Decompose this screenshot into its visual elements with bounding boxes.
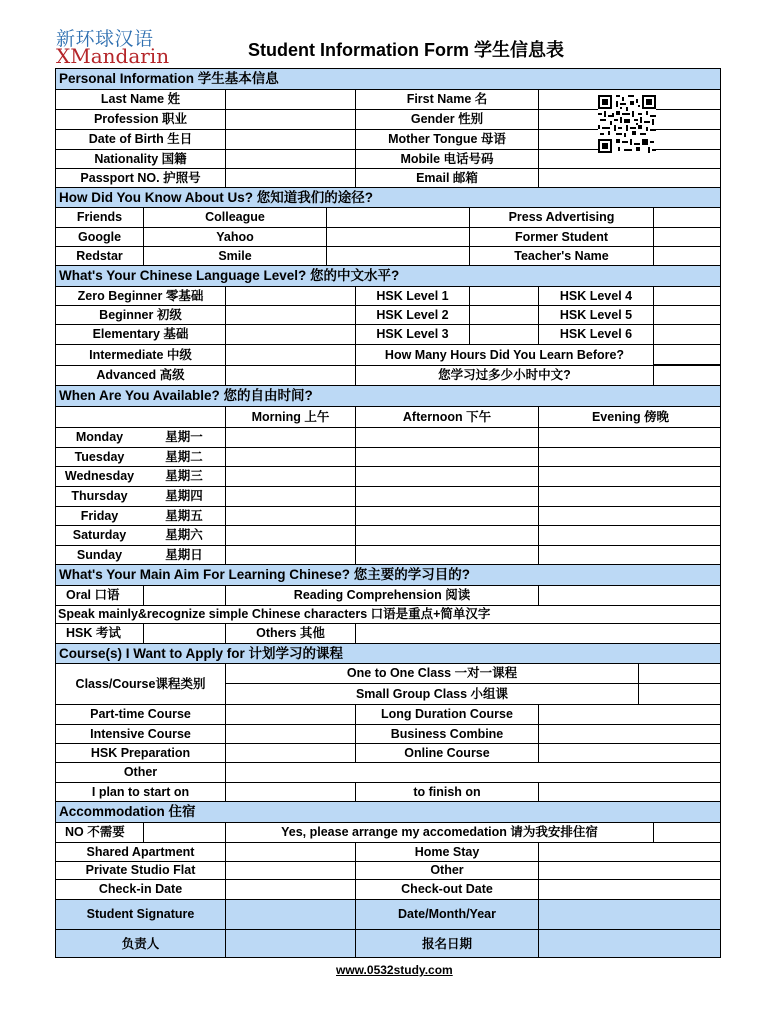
label-small-group-class: Small Group Class 小组课 (225, 684, 638, 705)
label-reading-comprehension: Reading Comprehension 阅读 (225, 586, 538, 605)
label-smile: Smile (143, 247, 326, 265)
slot-evening[interactable] (538, 507, 721, 525)
label-gender: Gender 性别 (355, 110, 538, 129)
slot-morning[interactable] (225, 546, 355, 564)
input-responsible-person[interactable] (225, 930, 355, 958)
input-business-combine[interactable] (538, 725, 721, 743)
input-hsk-level-6[interactable] (653, 325, 721, 344)
section-how-did-you-know (56, 188, 721, 208)
form-row (56, 325, 721, 345)
label-online-course: Online Course (355, 744, 538, 762)
availability-corner (56, 407, 225, 427)
day-name: Saturday (72, 528, 127, 543)
label-passport: Passport NO. 护照号 (80, 170, 201, 185)
availability-day-row (56, 448, 721, 467)
label-date-month-year: Date/Month/Year (355, 900, 538, 929)
day-name: Wednesday (64, 469, 135, 484)
form-row (56, 823, 721, 843)
label-evening: Evening 傍晚 (538, 407, 721, 427)
slot-evening[interactable] (538, 546, 721, 564)
input-email[interactable] (538, 169, 721, 187)
section-title: Accommodation 住宿 (59, 804, 196, 820)
input-other-course[interactable] (225, 763, 721, 782)
label-elementary: Elementary 基础 (92, 327, 189, 342)
slot-afternoon[interactable] (355, 487, 538, 506)
input-start-date[interactable] (225, 783, 355, 801)
section-title: What's Your Chinese Language Level? 您的中文水平? (59, 268, 400, 284)
input-finish-date[interactable] (538, 783, 721, 801)
label-first-name: First Name 名 (355, 90, 538, 109)
slot-morning[interactable] (225, 507, 355, 525)
section-title: Personal Information 学生基本信息 (59, 71, 279, 87)
day-name-chinese: 星期四 (165, 489, 203, 504)
label-one-to-one-class: One to One Class 一对一课程 (225, 664, 638, 684)
label-former-student: Former Student (469, 228, 653, 246)
label-hsk-level-2: HSK Level 2 (355, 306, 469, 324)
input-one-to-one-class[interactable] (638, 664, 721, 684)
website-link[interactable]: www.0532study.com (336, 963, 453, 977)
day-name: Tuesday (74, 449, 125, 464)
input-student-signature[interactable] (225, 900, 355, 929)
day-name: Monday (75, 430, 124, 445)
form-row (56, 169, 721, 188)
slot-evening[interactable] (538, 487, 721, 506)
input-hours-learned-top[interactable] (653, 345, 721, 365)
signature-row (56, 900, 721, 930)
input-oral[interactable] (143, 586, 225, 605)
form-row (56, 725, 721, 744)
input-intermediate[interactable] (225, 345, 355, 365)
label-check-in-date: Check-in Date (98, 882, 183, 897)
logo-english-text: XMandarin (56, 44, 170, 68)
logo-chinese-text: 新环球汉语 (56, 28, 154, 50)
slot-evening[interactable] (538, 448, 721, 466)
label-last-name: Last Name 姓 (100, 92, 181, 107)
section-availability (56, 386, 721, 407)
input-colleague[interactable] (326, 208, 469, 227)
form-row (56, 763, 721, 783)
form-row (56, 664, 721, 705)
section-title: How Did You Know About Us? 您知道我们的途径? (59, 189, 373, 205)
slot-afternoon[interactable] (355, 526, 538, 545)
form-row (56, 228, 721, 247)
slot-evening[interactable] (538, 467, 721, 486)
label-student-signature: Student Signature (56, 900, 225, 929)
input-long-duration-course[interactable] (538, 705, 721, 724)
input-advanced[interactable] (225, 366, 355, 385)
label-hsk-level-5: HSK Level 5 (538, 306, 653, 324)
label-profession: Profession 职业 (93, 112, 188, 127)
label-private-studio-flat: Private Studio Flat (85, 863, 196, 878)
form-row (56, 744, 721, 763)
slot-evening[interactable] (538, 526, 721, 545)
form-row (56, 783, 721, 802)
form-row (56, 366, 721, 386)
input-check-out-date[interactable] (538, 880, 721, 899)
form-row (56, 880, 721, 900)
label-other-course: Other (123, 765, 158, 780)
label-speak-and-recognize: Speak mainly&recognize simple Chinese characters 口语是重点+简单汉字 (58, 607, 491, 622)
label-hsk-preparation: HSK Preparation (90, 745, 191, 760)
label-part-time-course: Part-time Course (90, 707, 191, 722)
label-redstar: Redstar (76, 248, 123, 263)
input-accommodation-yes[interactable] (653, 823, 721, 842)
label-colleague: Colleague (143, 208, 326, 227)
section-title: When Are You Available? 您的自由时间? (59, 388, 313, 404)
input-reading-comprehension[interactable] (538, 586, 721, 605)
input-hsk-level-4[interactable] (653, 287, 721, 305)
form-row (56, 624, 721, 644)
label-email: Email 邮箱 (355, 169, 538, 187)
day-name-chinese: 星期二 (165, 449, 203, 464)
input-other-accommodation[interactable] (538, 862, 721, 879)
form-title: Student Information Form 学生信息表 (248, 40, 564, 60)
form-row (56, 208, 721, 228)
label-start-date: I plan to start on (91, 784, 190, 799)
label-press-advertising: Press Advertising (469, 208, 653, 227)
label-intensive-course: Intensive Course (90, 726, 191, 741)
label-finish-date: to finish on (355, 783, 538, 801)
input-date-month-year[interactable] (538, 900, 721, 929)
label-morning: Morning 上午 (225, 407, 355, 427)
label-hsk-level-1: HSK Level 1 (355, 287, 469, 305)
input-hsk-level-3[interactable] (469, 325, 538, 344)
label-shared-apartment: Shared Apartment (86, 844, 195, 859)
label-accommodation-no: NO 不需要 (65, 825, 125, 840)
input-hsk-level-5[interactable] (653, 306, 721, 324)
slot-afternoon[interactable] (355, 467, 538, 486)
input-small-group-class[interactable] (638, 684, 721, 705)
slot-afternoon[interactable] (355, 546, 538, 564)
form-row (56, 705, 721, 725)
slot-afternoon[interactable] (355, 428, 538, 447)
availability-day-row (56, 507, 721, 526)
availability-day-row (56, 428, 721, 448)
label-mother-tongue: Mother Tongue 母语 (355, 130, 538, 149)
label-hsk-level-4: HSK Level 4 (538, 287, 653, 305)
label-teachers-name: Teacher's Name (469, 247, 653, 265)
section-title: What's Your Main Aim For Learning Chinese? 您主要的学习目的? (59, 567, 470, 583)
input-passport[interactable] (225, 169, 355, 187)
input-online-course[interactable] (538, 744, 721, 762)
slot-morning[interactable] (225, 428, 355, 447)
input-zero-beginner[interactable] (225, 287, 355, 305)
label-home-stay: Home Stay (355, 843, 538, 861)
label-hsk-level-3: HSK Level 3 (355, 325, 469, 344)
label-registration-date: 报名日期 (355, 930, 538, 958)
input-teachers-name[interactable] (653, 247, 721, 265)
day-name-chinese: 星期日 (165, 547, 203, 562)
slot-morning[interactable] (225, 487, 355, 506)
input-private-studio-flat[interactable] (225, 862, 355, 879)
section-chinese-level (56, 266, 721, 287)
input-date-of-birth[interactable] (225, 130, 355, 149)
day-name: Friday (80, 508, 119, 523)
input-home-stay[interactable] (538, 843, 721, 861)
label-friends: Friends (76, 210, 123, 225)
label-check-out-date: Check-out Date (355, 880, 538, 899)
input-profession[interactable] (225, 110, 355, 129)
section-title: Course(s) I Want to Apply for 计划学习的课程 (59, 645, 343, 661)
slot-morning[interactable] (225, 526, 355, 545)
qr-code-icon (598, 95, 656, 153)
label-yahoo: Yahoo (143, 228, 326, 246)
input-elementary[interactable] (225, 325, 355, 344)
input-yahoo[interactable] (326, 228, 469, 246)
input-hsk-exam[interactable] (143, 624, 225, 643)
input-hsk-level-2[interactable] (469, 306, 538, 324)
label-date-of-birth: Date of Birth 生日 (88, 132, 193, 147)
input-hsk-preparation[interactable] (225, 744, 355, 762)
input-last-name[interactable] (225, 90, 355, 109)
label-intermediate: Intermediate 中级 (89, 347, 192, 362)
input-part-time-course[interactable] (225, 705, 355, 724)
label-other-accommodation: Other (355, 862, 538, 879)
input-press-advertising[interactable] (653, 208, 721, 227)
label-hours-learned: How Many Hours Did You Learn Before? (355, 345, 653, 365)
label-mobile: Mobile 电话号码 (355, 150, 538, 168)
form-row (56, 306, 721, 325)
input-intensive-course[interactable] (225, 725, 355, 743)
day-name: Thursday (71, 489, 128, 504)
label-hsk-level-6: HSK Level 6 (538, 325, 653, 344)
label-business-combine: Business Combine (355, 725, 538, 743)
label-nationality: Nationality 国籍 (94, 151, 187, 166)
input-registration-date[interactable] (538, 930, 721, 958)
day-name-chinese: 星期五 (165, 508, 203, 523)
day-name: Sunday (76, 547, 123, 562)
input-others[interactable] (355, 624, 721, 643)
input-check-in-date[interactable] (225, 880, 355, 899)
label-hours-learned-chinese: 您学习过多少小时中文? (355, 366, 653, 385)
slot-morning[interactable] (225, 448, 355, 466)
label-zero-beginner: Zero Beginner 零基础 (77, 288, 204, 303)
input-hours-learned[interactable] (653, 366, 721, 385)
availability-day-row (56, 546, 721, 565)
form-row (56, 843, 721, 862)
section-personal-information (56, 69, 721, 90)
slot-morning[interactable] (225, 467, 355, 486)
form-row (56, 247, 721, 266)
slot-afternoon[interactable] (355, 507, 538, 525)
availability-day-row (56, 526, 721, 546)
input-beginner[interactable] (225, 306, 355, 324)
form-row (56, 606, 721, 624)
section-learning-aim (56, 565, 721, 586)
section-course-apply (56, 644, 721, 664)
label-class-course-type: Class/Course课程类别 (75, 676, 206, 691)
form-table (55, 68, 721, 958)
label-hsk-exam: HSK 考试 (66, 626, 121, 641)
slot-afternoon[interactable] (355, 448, 538, 466)
label-google: Google (77, 229, 122, 244)
availability-day-row (56, 467, 721, 487)
label-accommodation-yes: Yes, please arrange my accomedation 请为我安排住宿 (225, 823, 653, 842)
responsible-row (56, 930, 721, 958)
input-hsk-level-1[interactable] (469, 287, 538, 305)
availability-header-row (56, 407, 721, 428)
day-name-chinese: 星期一 (165, 430, 203, 445)
form-row (56, 287, 721, 306)
section-accommodation (56, 802, 721, 823)
label-oral: Oral 口语 (66, 588, 120, 603)
input-shared-apartment[interactable] (225, 843, 355, 861)
form-row (56, 586, 721, 606)
availability-day-row (56, 487, 721, 507)
form-row (56, 862, 721, 880)
input-former-student[interactable] (653, 228, 721, 246)
label-others: Others 其他 (225, 624, 355, 643)
label-afternoon: Afternoon 下午 (355, 407, 538, 427)
xmandarin-logo (56, 24, 186, 68)
input-nationality[interactable] (225, 150, 355, 168)
input-smile[interactable] (326, 247, 469, 265)
form-row (56, 345, 721, 366)
day-name-chinese: 星期三 (165, 469, 203, 484)
day-name-chinese: 星期六 (165, 528, 203, 543)
label-beginner: Beginner 初级 (99, 307, 182, 322)
label-responsible-person: 负责人 (56, 930, 225, 958)
label-long-duration-course: Long Duration Course (355, 705, 538, 724)
slot-evening[interactable] (538, 428, 721, 447)
label-advanced: Advanced 高级 (96, 368, 185, 383)
input-accommodation-no[interactable] (143, 823, 225, 842)
